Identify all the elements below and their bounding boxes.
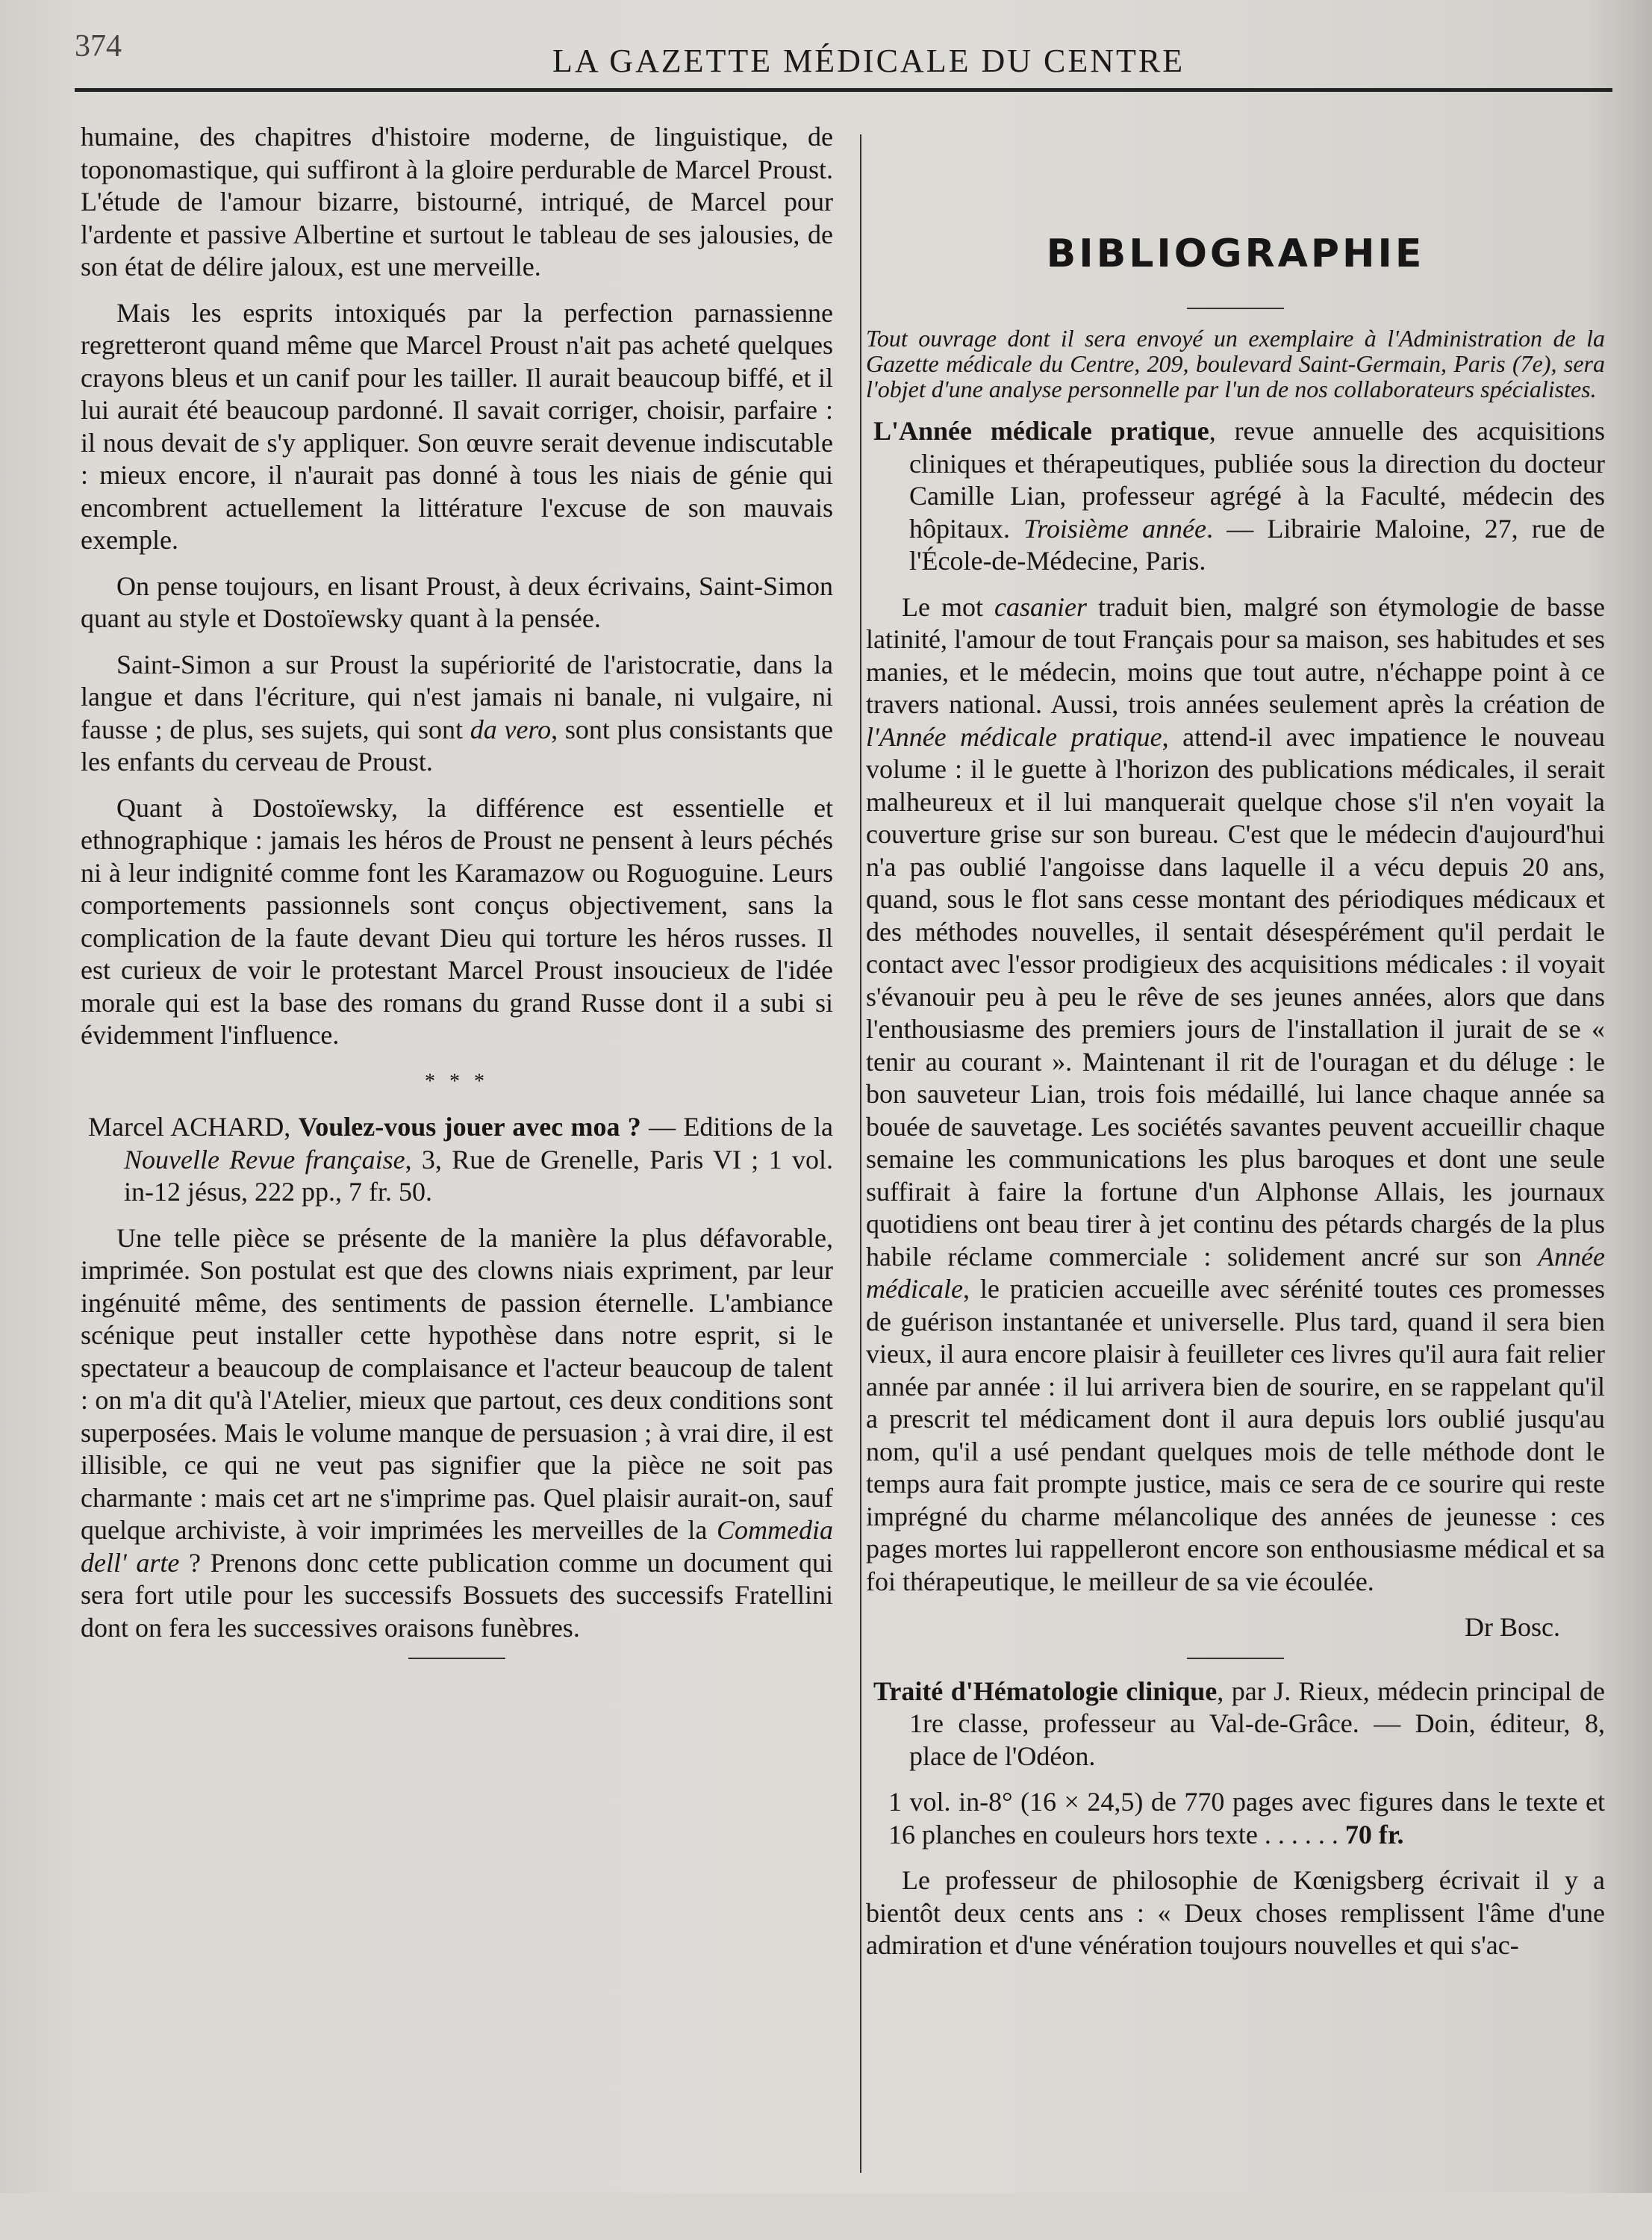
column-divider (860, 134, 861, 2173)
text-run: , 3, Rue de Grenelle, Paris VI ; 1 vol. in-12 jésus, 222 pp., 7 fr. 50. (124, 1144, 833, 1207)
header-rule (75, 88, 1612, 92)
italic-run: Commedia dell' arte (81, 1515, 833, 1578)
text-run: , sont plus consistants que les enfants du cerveau de Proust. (81, 714, 833, 777)
text-run: , revue annuelle des acquisitions cliniques et thérapeutiques, publiée sous la direction du docteur Camille Lian, professeur agrégé à la Faculté, médecin des hôpitaux. (909, 416, 1605, 544)
signature: Dr Bosc. (1465, 1612, 1560, 1642)
paragraph (81, 649, 833, 779)
end-rule (408, 1658, 505, 1659)
text-run: , attend-il avec impatience le nouveau volume : il le guette à l'horizon des publications médicales, il serait malheureux et il lui manquerait quelque chose s'il n'en voyait la couverture grise sur son bureau. C'est que le médecin d'aujourd'hui n'a pas oublié l'angoisse dans laquelle il a vécu depuis 20 ans, quand, sous le flot sans cesse montant des périodiques médicaux et des méthodes nouvelles, il sentait désespérément qu'il perdait le contact avec l'essor prodigieux des acquisitions médicales : il voyait s'évanouir peu à peu le rêve de ses jeunes années, alors que dans l'enthousiasme des premiers jours de l'installation il jurait de se « tenir au courant ». Maintenant il rit de l'ouragan et du déluge : le bon sauveteur Lian, trois fois médaillé, lui lance chaque année sa bouée de sauvetage. Les sociétés savantes peuvent accueillir chaque semaine les communications les plus baroques et dont une seule suffirait à faire la fortune d'un Alphonse Allais, les journaux quotidiens ont beau tirer à jet continu des pétards chargés de la plus habile réclame commerciale : solidement ancré sur son (866, 721, 1605, 1272)
paragraph: Le professeur de philosophie de Kœnigsberg écrivait il y a bientôt deux cents ans : « Deux choses remplissent l'âme d'une admiration et d'une vénération toujours nouvelles et qui s'ac- (866, 1865, 1605, 1960)
italic-run: Nouvelle Revue française (124, 1144, 405, 1175)
ref-author: Marcel ACHARD, (88, 1112, 299, 1142)
page-number: 374 (75, 29, 122, 63)
running-header-title: LA GAZETTE MÉDICALE DU CENTRE (552, 43, 1185, 79)
book-reference (866, 1676, 1605, 1773)
text-run: . — Librairie Maloine, 27, rue de l'École-de-Médecine, Paris. (909, 513, 1605, 576)
ref-title: L'Année médicale pratique (873, 416, 1209, 446)
italic-run: da vero (470, 714, 552, 744)
paragraph (866, 591, 1605, 1599)
paragraph (81, 1222, 833, 1645)
section-separator-stars: * * * (425, 1069, 489, 1093)
italic-run: casanier (994, 591, 1087, 622)
text-run: , le praticien accueille avec sérénité toutes ces promesses de guérison instantanée et universelle. Plus tard, quand il sera bien vieux, il aura encore plaisir à feuilleter ces livres qu'il aura fait relier année par année : il lui arrivera bien de sourire, en se rappelant qu'il a prescrit tel médicament dont il aura depuis lors oublié jusqu'au nom, qu'il a usé pendant quelques mois de telle méthode dont le temps aura fait prompte justice, mais ce sera de ce sourire qui reste imprégné du charme mélancolique des années de jeunesse : ces pages mortes lui rappelleront encore son enthousiasme médical et sa foi thérapeutique, le meilleur de sa vie écoulée. (866, 1274, 1605, 1596)
paragraph: Quant à Dostoïewsky, la différence est essentielle et ethnographique : jamais les héros de Proust ne pensent à leurs péchés ni à leur indignité comme font les Karamazow ou Roguoguine. Leurs comportements passionnels sont conçus objectivement, sans la complication de la faute devant Dieu qui torture les héros russes. Il est curieux de voir le protestant Marcel Proust insoucieux de l'idée morale qui est la base des romans du grand Russe dont il a subi si évidemment l'influence. (81, 792, 833, 1050)
text-run: Le mot (902, 591, 995, 622)
section-rule (1187, 1658, 1284, 1659)
book-reference (81, 1111, 833, 1209)
ref-title: Traité d'Hématologie clinique (873, 1676, 1218, 1706)
left-column (81, 121, 833, 2137)
book-reference (866, 415, 1605, 578)
italic-run: l'Année médicale pratique (866, 721, 1162, 752)
text-run: Saint-Simon a sur Proust la supériorité de l'aristocratie, dans la langue et dans l'écriture, qui n'est jamais ni banale, ni vulgaire, ni fausse ; de plus, ses sujets, qui sont (81, 649, 833, 744)
italic-run: Année médicale (866, 1241, 1605, 1304)
text-run: traduit bien, malgré son étymologie de basse latinité, l'amour de tout Français pour sa maison, ses habitudes et ses manies, et le médecin, moins que tout autre, n'échappe point à ce travers national. Aussi, trois années seulement après la création de (866, 591, 1605, 719)
text-run: — Editions de la (640, 1112, 833, 1142)
text-run: ? Prenons donc cette publication comme un document qui sera fort utile pour les successifs Bossuets des successifs Fratellini dont on fera les successives oraisons funèbres. (81, 1547, 833, 1643)
text-run: , par J. Rieux, médecin principal de 1re classe, professeur au Val-de-Grâce. — Doin, éditeur, 8, place de l'Odéon. (909, 1676, 1605, 1771)
text-run: Une telle pièce se présente de la manière la plus défavorable, imprimée. Son postulat est que des clowns niais expriment, par leur ingénuité même, des sentiments de passion éternelle. L'ambiance scénique peut installer cette hypothèse dans notre esprit, si le spectateur a beaucoup de complaisance et l'acteur beaucoup de talent : on m'a dit qu'à l'Atelier, mieux que partout, ces deux conditions sont superposées. Mais le volume manque de persuasion ; à vrai dire, il est illisible, ce qui ne veut pas signifier que la pièce ne soit pas charmante : mais cet art ne s'imprime pas. Quel plaisir aurait-on, sauf quelque archiviste, à voir imprimées les merveilles de la (81, 1222, 833, 1545)
paragraph: Mais les esprits intoxiqués par la perfection parnassienne regretteront quand même que Marcel Proust n'ait pas acheté quelques crayons bleus et un canif pour les tailler. Il aurait beaucoup biffé, et il lui aurait été beaucoup pardonné. Il savait corriger, choisir, parfaire : il nous devait de s'y appliquer. Son œuvre serait devenue indiscutable : mieux encore, il n'aurait pas donné à tous les niais de génie qui encombrent actuellement la littérature l'excuse de son mauvais exemple. (81, 297, 833, 555)
text-run: 1 vol. in-8° (16 × 24,5) de 770 pages avec figures dans le texte et 16 planches en couleurs hors texte . . . . . . (888, 1787, 1605, 1849)
right-column (866, 299, 1605, 2240)
paragraph: On pense toujours, en lisant Proust, à deux écrivains, Saint-Simon quant au style et Dostoïewsky quant à la pensée. (81, 570, 833, 633)
editorial-notice: Tout ouvrage dont il sera envoyé un exemplaire à l'Administration de la Gazette médicale du Centre, 209, boulevard Saint-Germain, Paris (7e), sera l'objet d'une analyse personnelle par l'un de nos collaborateurs spécialistes. (866, 325, 1605, 402)
title-rule (1187, 308, 1284, 309)
paragraph: humaine, des chapitres d'histoire moderne, de linguistique, de toponomastique, qui suffiront à la gloire perdurable de Marcel Proust. L'étude de l'amour bizarre, bistourné, intriqué, de Marcel pour l'ardente et passive Albertine et surtout le tableau de ses jalousies, de son état de délire jaloux, est une merveille. (81, 122, 833, 281)
ref-title: Voulez-vous jouer avec moa ? (298, 1112, 641, 1142)
italic-run: Troisième année (1023, 513, 1206, 544)
price-line (866, 1786, 1605, 1851)
section-title: BIBLIOGRAPHIE (1046, 231, 1425, 276)
price: 70 fr. (1344, 1819, 1404, 1849)
